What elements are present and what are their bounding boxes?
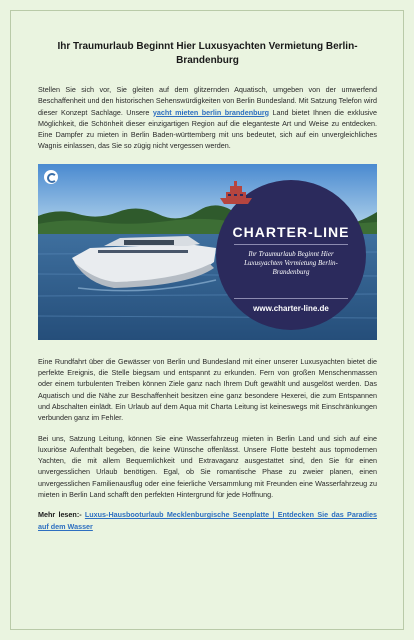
paragraph-fleet: Bei uns, Satzung Leitung, können Sie eine Wasserfahrzeug mieten in Berlin Land und sich auf eine luxuriöse Aufenthalt begeben, die keine Wünsche offenlässt. Unsere Flotte besteht aus topmodernen Yachten, die mit allem Bequemlichkeit und Extravaganz ausgestattet sind, den Sie für einen unvergesslichen Urlaub benötigen. Egal, ob Sie romantische Phase zu zweier planen, einen unvergesslichen Familienausflug oder eine feierliche Versammlung mit Freunden eine Wasserfahrzeug zu mieten in Berlin Land schafft den perfekten Hintergrund für jede Hoffnung.: [38, 433, 377, 500]
intro-text-end: Land bietet Ihnen die exklusive Möglichkeit, die Schönheit dieser einzigartigen Region auf die eleganteste Art und Weise zu entdecken. Eine Dampfer zu mieten in Berlin Baden-württemberg mit uns bedeutet, sich auf ein unvergleichliches Wagnis einlassen, das Sie so zügig nicht vergessen werden.: [38, 107, 377, 151]
read-more-label: Mehr lesen:-: [38, 510, 82, 520]
badge-divider-bottom: [234, 298, 348, 299]
badge-brand: CHARTER-LINE: [232, 223, 350, 240]
badge-divider-top: [234, 244, 348, 245]
badge-tagline: Ihr Traumurlaub Beginnt Hier Luxusyachten Vermietung Berlin-Brandenburg: [244, 249, 338, 276]
article-title: Ihr Traumurlaub Beginnt Hier Luxusyachten Vermietung Berlin-Brandenburg: [57, 41, 358, 66]
hero-image: [38, 164, 377, 340]
charter-line-logo-icon: [44, 170, 58, 184]
badge-url: www.charter-line.de: [253, 303, 329, 313]
charter-line-badge: [216, 180, 366, 330]
read-more: [38, 509, 377, 532]
ship-icon: [216, 180, 256, 206]
paragraph-intro: [38, 84, 377, 152]
paragraph-tour: Eine Rundfahrt über die Gewässer von Berlin und Bundesland mit einer unserer Luxusyachten bietet die perfekte Ereignis, die Stelle biegsam und entspannt zu erkunden. Fern von großen Menschenmassen oder einem turbulenten Treiben können Ziele ganz nach Ihrem Duft gewählt und ausgelöst werden. Das Aquatisch und die Nähe zur Beschaffenheit besitzen eine ganz besondere Hexerei, die zum Entspannen und Abschalten einlädt. Ein Urlaub auf dem Aqua mit Charta Leitung ist keineswegs mit Einschränkungen verbunden ganz im Fehler.: [38, 356, 377, 423]
read-more-link[interactable]: Luxus-Hausbooturlaub Mecklenburgische Seenplatte | Entdecken Sie das Paradies auf dem Wasser: [38, 510, 377, 531]
intro-text-start: Stellen Sie sich vor, Sie gleiten auf dem glitzernden Aquatisch, umgeben von der umwerfend Beschaffenheit und den historischen Sehenswürdigkeiten von Berlin Bundesland. Mit Satzung Telefon wird dieser Konzept Sachlage. Unsere: [38, 85, 377, 117]
yacht-rental-link[interactable]: yacht mieten berlin brandenburg: [152, 107, 270, 117]
article: [38, 40, 377, 532]
